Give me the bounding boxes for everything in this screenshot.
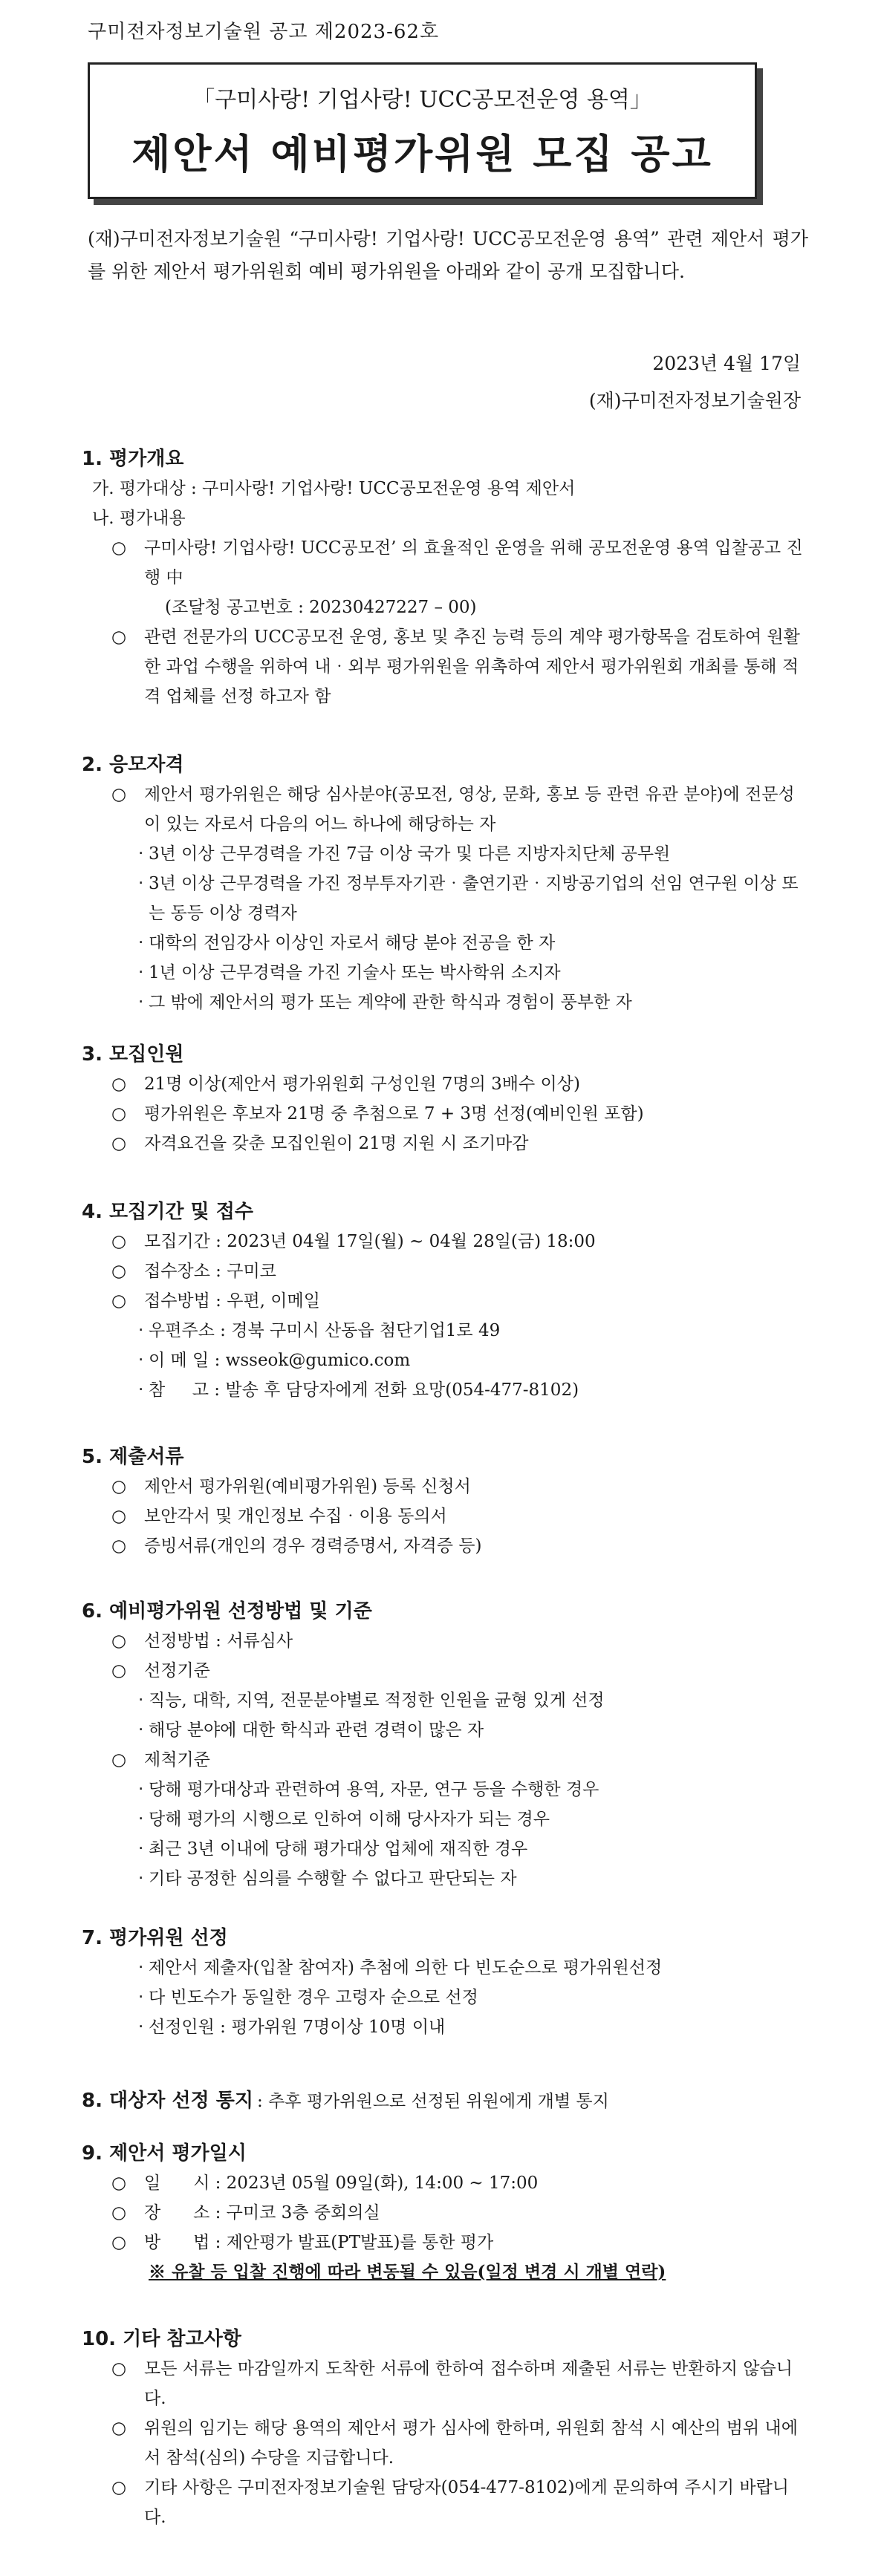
notice-date: 2023년 4월 17일 [652,353,801,374]
contact-email: ‧ 이 메 일 : wsseok@gumico.com [138,1351,411,1370]
issuer-name: (재)구미전자정보기술원장 [588,390,801,411]
intro-paragraph: (재)구미전자정보기술원 “구미사랑! 기업사랑! UCC공모전운영 용역” 관련 제안서 평가를 위한 제안서 평가위원회 예비 평가위원을 아래와 같이 공개 모집합니다. [88,228,808,282]
circle-bullet-icon: ○ [111,1661,127,1680]
bullet-item: ○ 증빙서류(개인의 경우 경력증명서, 자격증 등) [82,1531,810,1561]
sub-item: ‧ 3년 이상 근무경력을 가진 7급 이상 국가 및 다른 지방자치단체 공무원 [138,844,671,864]
title-subtitle: 「구미사랑! 기업사랑! UCC공모전운영 용역」 [192,87,652,113]
bullet-item: ○ 모집기간 : 2023년 04월 17일(월) ~ 04월 28일(금) 18:00 [82,1227,810,1256]
section-title: 9. 제안서 평가일시 [82,2142,247,2165]
circle-bullet-icon: ○ [111,2203,127,2223]
circle-bullet-icon: ○ [111,1477,127,1496]
circle-bullet-icon: ○ [111,785,127,804]
section-title: 3. 모집인원 [82,1043,184,1066]
section-other-notes [82,2324,810,2532]
bullet-item: ○ 평가위원은 후보자 21명 중 추첨으로 7 + 3명 선정(예비인원 포함) [82,1099,810,1129]
notification-text: : 추후 평가위원으로 선정된 위원에게 개별 통지 [257,2092,609,2111]
circle-bullet-icon: ○ [111,1134,127,1153]
section-selection-criteria [82,1597,810,1894]
bullet-item: ○ 구미사랑! 기업사랑! UCC공모전’ 의 효율적인 운영을 위해 공모전운영 용역 입찰공고 진행 中 [82,533,810,593]
circle-bullet-icon: ○ [111,627,127,647]
section-title: 1. 평가개요 [82,448,184,470]
section-recruitment-count [82,1040,810,1158]
sub-item: ‧ 제안서 제출자(입찰 참여자) 추첨에 의한 다 빈도순으로 평가위원선정 [138,1958,663,1977]
section-title: 5. 제출서류 [82,1446,184,1468]
section-title: 7. 평가위원 선정 [82,1927,228,1949]
circle-bullet-icon: ○ [111,2478,127,2497]
circle-bullet-icon: ○ [111,1104,127,1124]
bullet-item: ○ 접수방법 : 우편, 이메일 [82,1286,810,1316]
sub-item: ‧ 3년 이상 근무경력을 가진 정부투자기관‧출연기관‧지방공기업의 선임 연구원 이상 또는 동등 이상 경력자 [138,874,799,923]
sub-item: ‧ 선정인원 : 평가위원 7명이상 10명 이내 [138,2018,446,2037]
circle-bullet-icon: ○ [111,1262,127,1281]
bullet-item: ○ 선정방법 : 서류심사 [82,1626,810,1656]
page-title: 제안서 예비평가위원 모집 공고 [131,131,713,177]
item-content-heading: 나. 평가내용 [92,509,186,528]
section-title: 8. 대상자 선정 통지 [82,2090,253,2112]
bid-notice-number: (조달청 공고번호 : 20230427227 – 00) [165,598,477,617]
bullet-item: ○ 자격요건을 갖춘 모집인원이 21명 지원 시 조기마감 [82,1129,810,1158]
notice-number: 구미전자정보기술원 공고 제2023-62호 [88,21,440,43]
schedule-date: ○ 일 시 : 2023년 05월 09일(화), 14:00 ~ 17:00 [82,2168,810,2198]
section-evaluation-schedule [82,2139,810,2287]
bullet-item: ○ 제안서 평가위원(예비평가위원) 등록 신청서 [82,1472,810,1501]
sub-item: ‧ 당해 평가대상과 관련하여 용역, 자문, 연구 등을 수행한 경우 [138,1780,599,1799]
schedule-place: ○ 장 소 : 구미코 3층 중회의실 [82,2198,810,2228]
section-committee-selection [82,1923,810,2042]
bullet-item: ○ 위원의 임기는 해당 용역의 제안서 평가 심사에 한하며, 위원회 참석 시 예산의 범위 내에서 참석(심의) 수당을 지급합니다. [82,2413,810,2473]
sub-item: ‧ 참 고 : 발송 후 담당자에게 전화 요망(054-477-8102) [138,1380,579,1400]
circle-bullet-icon: ○ [111,1507,127,1526]
circle-bullet-icon: ○ [111,1291,127,1311]
section-period-and-submission [82,1197,810,1405]
circle-bullet-icon: ○ [111,1536,127,1556]
sub-item: ‧ 우편주소 : 경북 구미시 산동읍 첨단기업1로 49 [138,1321,501,1340]
sub-item: ‧ 다 빈도수가 동일한 경우 고령자 순으로 선정 [138,1988,478,2007]
sub-item: ‧ 기타 공정한 심의를 수행할 수 없다고 판단되는 자 [138,1869,517,1888]
sub-item: ‧ 최근 3년 이내에 당해 평가대상 업체에 재직한 경우 [138,1839,528,1859]
sub-item: ‧ 그 밖에 제안서의 평가 또는 계약에 관한 학식과 경험이 풍부한 자 [138,993,632,1012]
sub-item: ‧ 당해 평가의 시행으로 인하여 이해 당사자가 되는 경우 [138,1810,550,1829]
bullet-item: ○ 기타 사항은 구미전자정보기술원 담당자(054-477-8102)에게 문의하여 주시기 바랍니다. [82,2473,810,2532]
bullet-item: ○ 관련 전문가의 UCC공모전 운영, 홍보 및 추진 능력 등의 계약 평가항목을 검토하여 원활한 과업 수행을 위하여 내‧외부 평가위원을 위촉하여 제안서 평가위원회 개최를 통해 적격 업체를 선정 하고자 함 [82,622,810,711]
bullet-item: ○ 제안서 평가위원은 해당 심사분야(공모전, 영상, 문화, 홍보 등 관련 유관 분야)에 전문성이 있는 자로서 다음의 어느 하나에 해당하는 자 [82,780,810,839]
circle-bullet-icon: ○ [111,1075,127,1094]
sub-item: ‧ 직능, 대학, 지역, 전문분야별로 적정한 인원을 균형 있게 선정 [138,1691,605,1710]
circle-bullet-icon: ○ [111,2174,127,2193]
section-title: 4. 모집기간 및 접수 [82,1201,253,1223]
bullet-item: ○ 보안각서 및 개인정보 수집‧이용 동의서 [82,1501,810,1531]
circle-bullet-icon: ○ [111,2359,127,2378]
schedule-method: ○ 방 법 : 제안평가 발표(PT발표)를 통한 평가 [82,2228,810,2257]
sub-item: ‧ 대학의 전임강사 이상인 자로서 해당 분야 전공을 한 자 [138,933,556,953]
section-title: 10. 기타 참고사항 [82,2328,241,2350]
circle-bullet-icon: ○ [111,1631,127,1651]
bullet-item: ○ 접수장소 : 구미코 [82,1256,810,1286]
bullet-item: ○ 제척기준 [82,1745,810,1775]
section-documents [82,1442,810,1561]
title-box [88,62,757,199]
section-notification [82,2085,810,2113]
bullet-item: ○ 모든 서류는 마감일까지 도착한 서류에 한하여 접수하며 제출된 서류는 반환하지 않습니다. [82,2354,810,2413]
section-eligibility [82,750,810,1017]
sub-item: ‧ 1년 이상 근무경력을 가진 기술사 또는 박사학위 소지자 [138,963,561,982]
circle-bullet-icon: ○ [111,2419,127,2438]
circle-bullet-icon: ○ [111,2233,127,2252]
circle-bullet-icon: ○ [111,1750,127,1770]
item-target: 가. 평가대상 : 구미사랑! 기업사랑! UCC공모전운영 용역 제안서 [92,479,576,498]
section-title: 6. 예비평가위원 선정방법 및 기준 [82,1600,372,1623]
circle-bullet-icon: ○ [111,1232,127,1251]
schedule-change-note: ※ 유찰 등 입찰 진행에 따라 변동될 수 있음(일정 변경 시 개별 연락) [149,2262,666,2282]
bullet-item: ○ 21명 이상(제안서 평가위원회 구성인원 7명의 3배수 이상) [82,1069,810,1099]
bullet-item: ○ 선정기준 [82,1656,810,1686]
circle-bullet-icon: ○ [111,538,127,558]
section-title: 2. 응모자격 [82,754,184,776]
section-evaluation-overview [82,444,810,711]
sub-item: ‧ 해당 분야에 대한 학식과 관련 경력이 많은 자 [138,1721,484,1740]
